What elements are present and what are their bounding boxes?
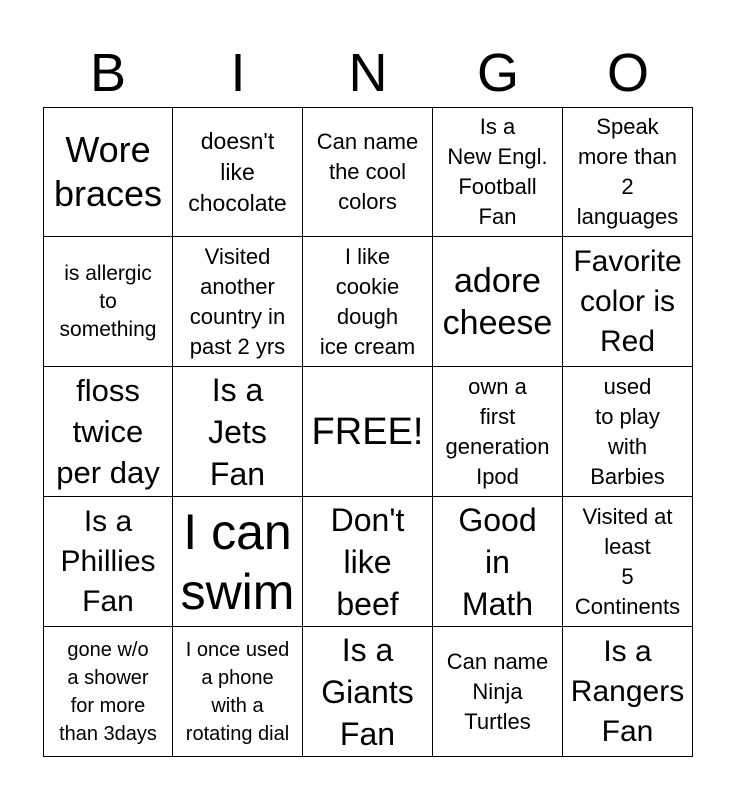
cell-text: adore cheese: [442, 261, 553, 342]
bingo-cell[interactable]: [303, 237, 433, 367]
cell-text: Speak more than 2 languages: [576, 114, 679, 229]
header-letter-o: O: [606, 43, 649, 103]
header-letter-g: G: [476, 43, 519, 103]
cell-text: Is a Giants Fan: [321, 631, 414, 752]
cell-text: Good in Math: [458, 501, 537, 622]
cell-text: used to play with Barbies: [590, 373, 665, 489]
bingo-cell[interactable]: [173, 107, 303, 237]
cell-text: Visited at least 5 Continents: [574, 503, 681, 619]
cell-text: Can name the cool colors: [316, 129, 419, 214]
bingo-cell[interactable]: [433, 237, 563, 367]
cell-text: Is a Jets Fan: [208, 371, 267, 492]
bingo-cell[interactable]: [563, 627, 693, 757]
bingo-cell[interactable]: [433, 627, 563, 757]
cell-text: Visited another country in past 2 yrs: [189, 243, 286, 359]
cell-text: I can swim: [180, 503, 295, 620]
cell-text: Don't like beef: [330, 501, 405, 622]
bingo-header: [43, 42, 693, 104]
free-space-text: FREE!: [311, 410, 424, 453]
cell-text: Favorite color is Red: [573, 244, 682, 358]
cell-text: I once used a phone with a rotating dial: [185, 638, 290, 745]
bingo-cell[interactable]: [563, 497, 693, 627]
bingo-cell[interactable]: [303, 497, 433, 627]
cell-text: is allergic to something: [59, 261, 157, 341]
bingo-cell[interactable]: [563, 237, 693, 367]
bingo-cell[interactable]: [563, 367, 693, 497]
bingo-cell[interactable]: [303, 627, 433, 757]
cell-text: Is a Phillies Fan: [60, 504, 156, 618]
bingo-cell[interactable]: [433, 497, 563, 627]
header-letter-b: B: [89, 43, 127, 103]
bingo-cell[interactable]: [563, 107, 693, 237]
cell-text: floss twice per day: [56, 373, 160, 490]
bingo-cell[interactable]: [43, 237, 173, 367]
bingo-cell[interactable]: [433, 107, 563, 237]
bingo-cell[interactable]: [433, 367, 563, 497]
cell-text: Is a Rangers Fan: [570, 634, 685, 748]
cell-text: doesn't like chocolate: [188, 127, 287, 216]
bingo-card-grid: [43, 107, 693, 757]
cell-text: Is a New Engl. Football Fan: [447, 114, 548, 229]
cell-text: I like cookie dough ice cream: [319, 243, 416, 359]
header-letter-i: I: [230, 43, 246, 103]
bingo-cell[interactable]: [303, 107, 433, 237]
bingo-cell[interactable]: [43, 627, 173, 757]
cell-text: Wore braces: [53, 129, 163, 214]
bingo-cell-free[interactable]: [303, 367, 433, 497]
bingo-cell[interactable]: [173, 627, 303, 757]
cell-text: Can name Ninja Turtles: [446, 648, 549, 734]
bingo-cell[interactable]: [43, 367, 173, 497]
bingo-cell[interactable]: [173, 367, 303, 497]
bingo-cell[interactable]: [43, 107, 173, 237]
bingo-cell[interactable]: [43, 497, 173, 627]
header-letter-n: N: [348, 43, 388, 103]
bingo-cell[interactable]: [173, 237, 303, 367]
bingo-cell[interactable]: [173, 497, 303, 627]
cell-text: own a first generation Ipod: [445, 373, 550, 489]
cell-text: gone w/o a shower for more than 3days: [59, 638, 157, 745]
